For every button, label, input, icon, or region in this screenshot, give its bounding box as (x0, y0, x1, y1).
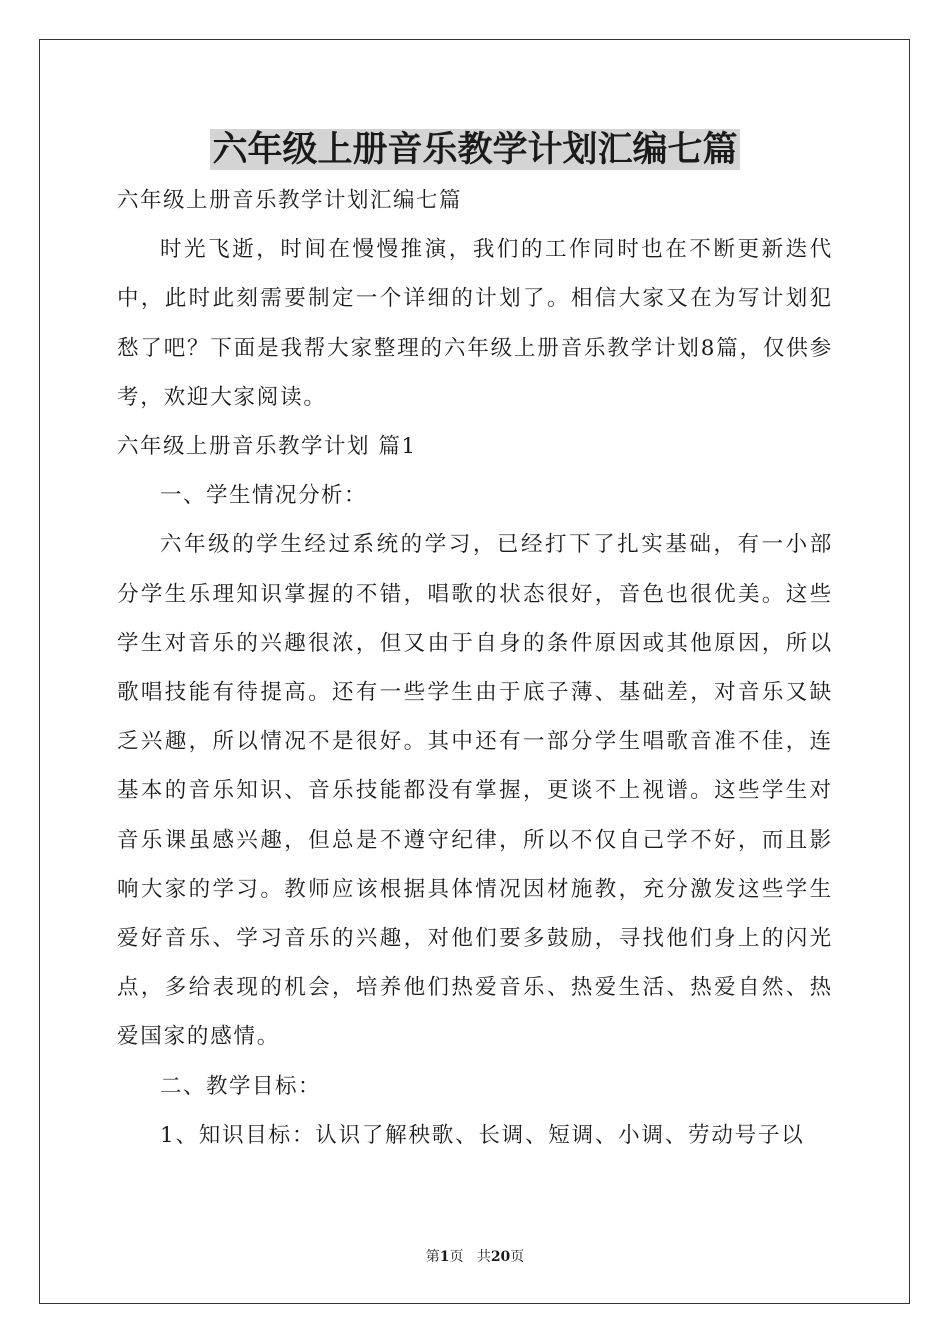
total-pages: 20 (490, 1249, 511, 1265)
document-title (0, 126, 950, 174)
intro-paragraph: 时光飞逝，时间在慢慢推演，我们的工作同时也在不断更新迭代中，此时此刻需要制定一个详细的计划了。相信大家又在为写计划犯愁了吧？下面是我帮大家整理的六年级上册音乐教学计划8篇，仅供参考，欢迎大家阅读。 (117, 237, 833, 410)
page-number: 1 (439, 1249, 450, 1265)
page-suffix: 页 (449, 1249, 464, 1265)
document-body (117, 176, 833, 1160)
document-subtitle: 六年级上册音乐教学计划汇编七篇 (117, 188, 463, 213)
heading-student-analysis: 一、学生情况分析： (160, 483, 368, 509)
total-prefix: 共 (476, 1249, 491, 1265)
page-prefix: 第 (425, 1249, 440, 1265)
section-heading: 六年级上册音乐教学计划 篇1 (117, 434, 417, 459)
page-footer (0, 1248, 950, 1266)
document-title-text: 六年级上册音乐教学计划汇编七篇 (212, 129, 738, 170)
heading-teaching-goals: 二、教学目标： (160, 1073, 322, 1099)
student-analysis-paragraph: 六年级的学生经过系统的学习，已经打下了扎实基础，有一小部分学生乐理知识掌握的不错，唱歌的状态很好，音色也很优美。这些学生对音乐的兴趣很浓，但又由于自身的条件原因或其他原因，所以歌唱技能有待提高。还有一些学生由于底子薄、基础差，对音乐又缺乏兴趣，所以情况不是很好。其中还有一部分学生唱歌音准不佳，连基本的音乐知识、音乐技能都没有掌握，更谈不上视谱。这些学生对音乐课虽感兴趣，但总是不遵守纪律，所以不仅自己学不好，而且影响大家的学习。教师应该根据具体情况因材施教，充分激发这些学生爱好音乐、学习音乐的兴趣，对他们要多鼓励，寻找他们身上的闪光点，多给表现的机会，培养他们热爱音乐、热爱生活、热爱自然、热爱国家的感情。 (117, 532, 833, 1050)
knowledge-goal-paragraph: 1、知识目标：认识了解秧歌、长调、短调、小调、劳动号子以 (160, 1122, 805, 1148)
total-suffix: 页 (510, 1249, 525, 1265)
